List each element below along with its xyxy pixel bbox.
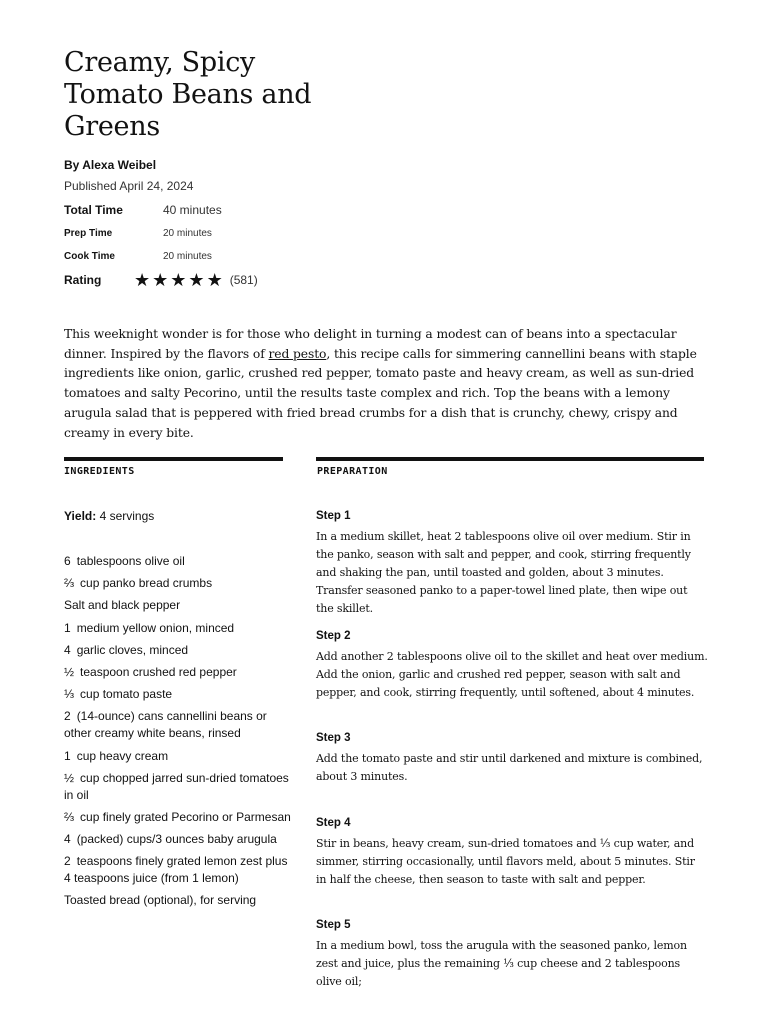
red-pesto-link[interactable]: red pesto <box>268 346 327 361</box>
preparation-heading: PREPARATION <box>317 466 388 477</box>
total-time-label: Total Time <box>64 203 123 217</box>
ingredient-quantity: 2 <box>64 854 71 869</box>
prep-time-label: Prep Time <box>64 228 113 239</box>
step-1 <box>316 508 708 618</box>
step-label: Step 5 <box>316 919 351 931</box>
ingredient-item <box>64 620 294 637</box>
star-icon[interactable]: ★ <box>152 270 169 290</box>
step-label: Step 2 <box>316 630 351 642</box>
ingredient-item <box>64 686 294 703</box>
ingredients-heading: INGREDIENTS <box>64 466 135 477</box>
step-4 <box>316 815 708 889</box>
ingredient-item <box>64 664 294 681</box>
ingredient-quantity: 4 <box>64 642 71 657</box>
author-byline[interactable]: By Alexa Weibel <box>64 158 157 172</box>
ingredient-quantity: 4 <box>64 832 71 847</box>
ingredient-text: cup tomato paste <box>80 687 173 702</box>
ingredient-text: (packed) cups/3 ounces baby arugula <box>76 832 277 847</box>
ingredient-text: teaspoon crushed red pepper <box>80 664 237 679</box>
ingredient-item <box>64 575 294 592</box>
ingredient-item <box>64 597 294 614</box>
ingredient-quantity: 2 <box>64 709 71 724</box>
cook-time-label: Cook Time <box>64 251 115 262</box>
ingredient-text: medium yellow onion, minced <box>76 620 235 635</box>
prep-time-row <box>64 228 212 239</box>
intro-text-end: , this recipe calls for simmering cannellini beans with staple ingredients like onion, garlic, crushed red pepper, tomato paste and heavy cream, as well as sun-dried tomatoes and salty Pecorino, until the results taste complex and rich. Top the beans with a lemony arugula salad that is peppered with fried bread crumbs for a dish that is crunchy, chewy, crispy and creamy in every bite. <box>64 346 697 440</box>
ingredient-text: Salt and black pepper <box>64 598 181 613</box>
ingredient-text: cup heavy cream <box>76 748 169 763</box>
ingredient-item <box>64 853 294 887</box>
ingredient-item <box>64 770 294 804</box>
ingredient-text: cup panko bread crumbs <box>80 576 213 591</box>
ingredients-list <box>64 553 294 915</box>
ingredient-quantity: 6 <box>64 554 71 568</box>
preparation-divider <box>316 457 704 461</box>
rating-label: Rating <box>64 273 102 287</box>
yield-value: 4 servings <box>99 509 155 523</box>
published-date: Published April 24, 2024 <box>64 179 194 193</box>
star-icon[interactable]: ★ <box>134 270 151 290</box>
ingredient-text: teaspoons finely grated lemon zest plus 4 teaspoons juice (from 1 lemon) <box>64 854 288 886</box>
rating-stars[interactable] <box>134 271 223 289</box>
ingredient-item <box>64 708 294 742</box>
ingredient-quantity: ⅔ <box>64 576 75 591</box>
step-5 <box>316 917 708 991</box>
step-text: Stir in beans, heavy cream, sun-dried tomatoes and ⅓ cup water, and simmer, stirring occasionally, until flavors meld, about 5 minutes. Stir in half the cheese, then season to taste with salt and pepper. <box>316 837 695 886</box>
step-text: Add another 2 tablespoons olive oil to the skillet and heat over medium. Add the onion, garlic and crushed red pepper, season with salt and pepper, and cook, stirring frequently, until softened, about 4 minutes. <box>316 650 708 699</box>
step-text: In a medium bowl, toss the arugula with the seasoned panko, lemon zest and juice, plus the remaining ⅓ cup cheese and 2 tablespoons olive oil; <box>316 939 687 988</box>
step-2 <box>316 628 708 702</box>
ingredient-item <box>64 642 294 659</box>
recipe-title: Creamy, Spicy Tomato Beans and Greens <box>64 47 312 142</box>
cook-time-row <box>64 251 212 262</box>
star-icon[interactable]: ★ <box>206 270 223 290</box>
total-time-value: 40 minutes <box>163 203 222 217</box>
step-label: Step 4 <box>316 817 351 829</box>
ingredient-item <box>64 809 294 826</box>
step-label: Step 3 <box>316 732 351 744</box>
ingredient-quantity: ⅓ <box>64 687 75 702</box>
cook-time-value: 20 minutes <box>163 251 212 262</box>
yield <box>64 509 154 523</box>
ingredient-text: tablespoons olive oil <box>76 554 185 568</box>
ingredient-item <box>64 748 294 765</box>
intro-text-start: This weeknight wonder is for those who delight in turning a modest can of beans into a spectacular dinner. Inspired by the flavors of <box>64 327 677 361</box>
recipe-intro <box>64 325 704 443</box>
total-time-row <box>64 203 222 217</box>
prep-time-value: 20 minutes <box>163 228 212 239</box>
ingredient-item <box>64 892 294 909</box>
ingredient-item <box>64 831 294 848</box>
step-label: Step 1 <box>316 510 351 522</box>
rating-count[interactable]: (581) <box>229 273 258 287</box>
ingredient-quantity: 1 <box>64 620 71 635</box>
ingredient-quantity: 1 <box>64 748 71 763</box>
ingredient-text: Toasted bread (optional), for serving <box>64 893 257 908</box>
ingredient-text: cup chopped jarred sun-dried tomatoes in oil <box>64 770 289 802</box>
ingredient-text: garlic cloves, minced <box>76 642 189 657</box>
step-text: Add the tomato paste and stir until darkened and mixture is combined, about 3 minutes. <box>316 752 703 783</box>
ingredient-text: (14-ounce) cans cannellini beans or other creamy white beans, rinsed <box>64 709 267 741</box>
yield-label: Yield: <box>64 509 97 523</box>
ingredient-quantity: ½ <box>64 664 75 679</box>
ingredient-quantity: ⅔ <box>64 809 75 824</box>
star-icon[interactable]: ★ <box>188 270 205 290</box>
ingredient-quantity: ½ <box>64 770 75 785</box>
ingredient-text: cup finely grated Pecorino or Parmesan <box>80 809 291 824</box>
rating-row <box>64 271 258 289</box>
ingredients-divider <box>64 457 283 461</box>
ingredient-item <box>64 553 294 570</box>
step-text: In a medium skillet, heat 2 tablespoons olive oil over medium. Stir in the panko, season with salt and pepper, and cook, stirring frequently and shaking the pan, until toasted and golden, about 3 minutes. Transfer seasoned panko to a paper-towel lined plate, then wipe out the skillet. <box>316 530 691 615</box>
step-3 <box>316 730 708 786</box>
star-icon[interactable]: ★ <box>170 270 187 290</box>
